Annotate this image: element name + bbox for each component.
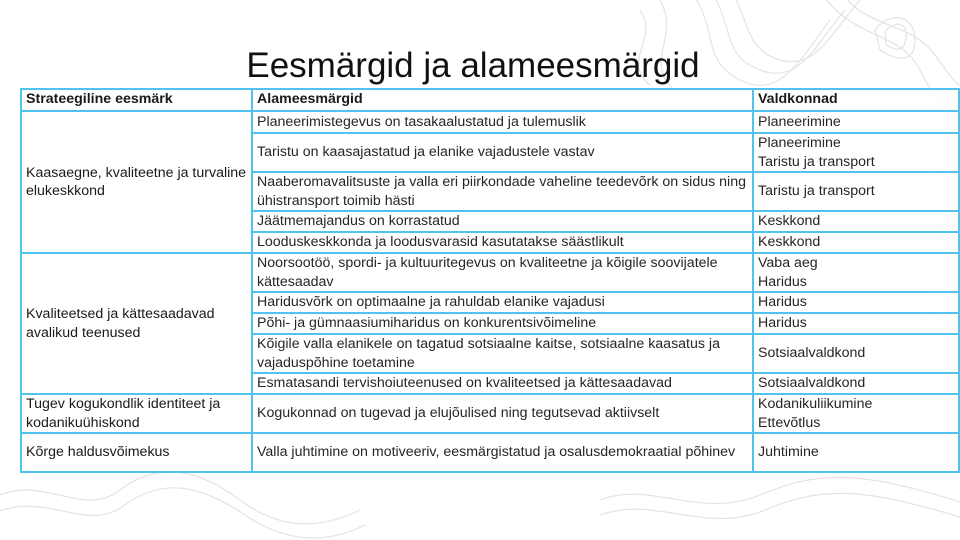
subgoal-cell: Kogukonnad on tugevad ja elujõulised ning tegutsevad aktiivselt [252,394,753,433]
strategic-goal-cell: Kaasaegne, kvaliteetne ja turvaline elukeskkond [21,111,252,253]
subgoal-cell: Taristu on kaasajastatud ja elanike vajadustele vastav [252,133,753,172]
area-cell: Kodanikuliikumine Ettevõtlus [753,394,959,433]
goals-table [20,88,960,473]
strategic-goal-cell: Kõrge haldusvõimekus [21,433,252,472]
area-cell: Keskkond [753,211,959,232]
subgoal-cell: Looduskeskkonda ja loodusvarasid kasutatakse säästlikult [252,232,753,253]
area-cell: Haridus [753,292,959,313]
area-cell: Sotsiaalvaldkond [753,334,959,373]
subgoal-cell: Esmatasandi tervishoiuteenused on kvaliteetsed ja kättesaadavad [252,373,753,394]
table-header-row [21,89,959,111]
subgoal-cell: Planeerimistegevus on tasakaalustatud ja tulemuslik [252,111,753,133]
header-strategic-goal: Strateegiline eesmärk [21,89,252,111]
subgoal-cell: Jäätmemajandus on korrastatud [252,211,753,232]
subgoal-cell: Haridusvõrk on optimaalne ja rahuldab elanike vajadusi [252,292,753,313]
area-cell: Planeerimine [753,111,959,133]
area-cell: Juhtimine [753,433,959,472]
area-cell: Taristu ja transport [753,172,959,211]
subgoal-cell: Valla juhtimine on motiveeriv, eesmärgistatud ja osalusdemokraatial põhinev [252,433,753,472]
subgoal-cell: Kõigile valla elanikele on tagatud sotsiaalne kaitse, sotsiaalne kaasatus ja vajaduspõhine toetamine [252,334,753,373]
area-cell: Planeerimine Taristu ja transport [753,133,959,172]
strategic-goal-cell: Kvaliteetsed ja kättesaadavad avalikud teenused [21,253,252,394]
table-row [21,433,959,472]
table-row [21,394,959,433]
subgoal-cell: Naaberomavalitsuste ja valla eri piirkondade vaheline teedevõrk on sidus ning ühistransport toimib hästi [252,172,753,211]
subgoal-cell: Põhi- ja gümnaasiumiharidus on konkurentsivõimeline [252,313,753,334]
area-cell: Haridus [753,313,959,334]
header-subgoals: Alameesmärgid [252,89,753,111]
subgoal-cell: Noorsootöö, spordi- ja kultuuritegevus on kvaliteetne ja kõigile soovijatele kättesaadav [252,253,753,292]
page-title: Eesmärgid ja alameesmärgid [246,46,700,85]
header-areas: Valdkonnad [753,89,959,111]
strategic-goal-cell: Tugev kogukondlik identiteet ja kodanikuühiskond [21,394,252,433]
area-cell: Keskkond [753,232,959,253]
area-cell: Sotsiaalvaldkond [753,373,959,394]
table-row [21,111,959,133]
area-cell: Vaba aeg Haridus [753,253,959,292]
table-row [21,253,959,292]
